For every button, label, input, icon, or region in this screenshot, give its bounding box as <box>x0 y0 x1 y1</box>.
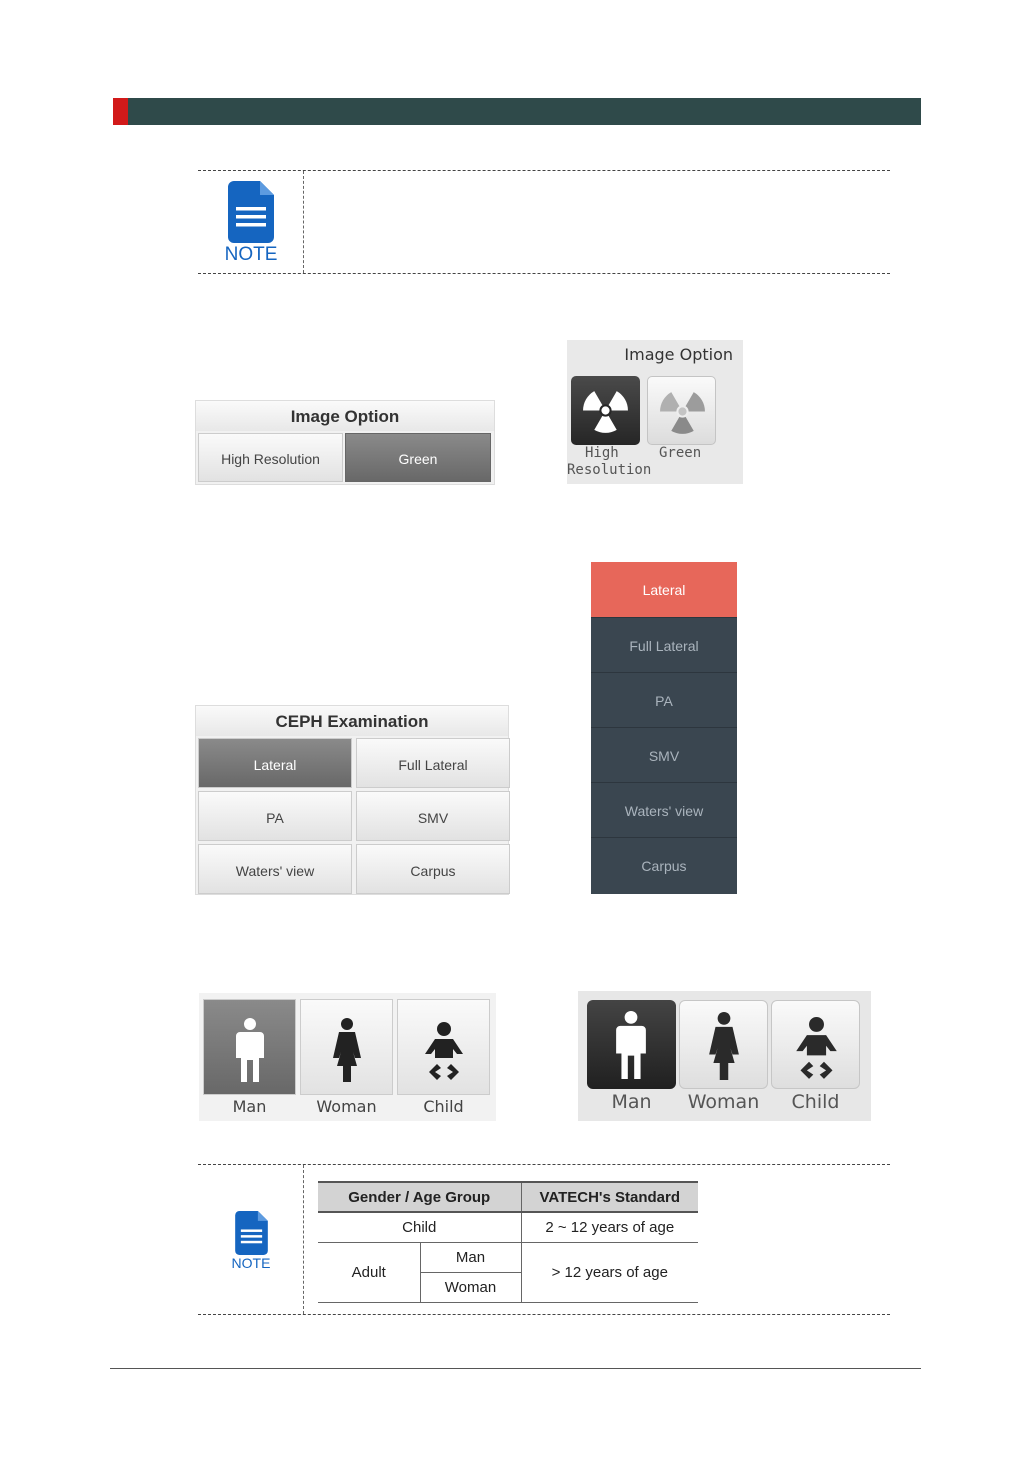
header-vatech-standard: VATECH's Standard <box>521 1182 698 1212</box>
document-icon <box>228 181 274 243</box>
note-box-top <box>198 170 890 274</box>
header-gender-age-group: Gender / Age Group <box>318 1182 521 1212</box>
panel-title: Image Option <box>196 401 494 431</box>
woman-icon <box>707 1011 741 1083</box>
cell-woman: Woman <box>420 1272 521 1302</box>
note-label: NOTE <box>224 244 278 265</box>
man-button[interactable] <box>203 999 296 1095</box>
green-button[interactable] <box>647 376 716 445</box>
header-accent <box>113 98 128 125</box>
ceph-examination-panel <box>195 705 509 895</box>
man-icon <box>614 1010 648 1082</box>
green-button[interactable]: Green <box>345 433 491 482</box>
pa-button[interactable]: PA <box>198 791 352 841</box>
list-item-smv[interactable]: SMV <box>591 727 737 782</box>
list-item-pa[interactable]: PA <box>591 672 737 727</box>
woman-button[interactable] <box>679 1000 768 1089</box>
note-divider <box>303 1165 304 1314</box>
man-icon <box>234 1018 266 1084</box>
document-icon <box>235 1211 268 1255</box>
panel-title: Image Option <box>624 345 733 364</box>
header-bar <box>113 98 921 125</box>
age-standard-table <box>318 1181 698 1303</box>
image-option-panel-icons <box>567 340 743 484</box>
cell-adult: Adult <box>318 1242 420 1302</box>
green-label: Green <box>659 445 702 461</box>
image-option-panel-flat <box>195 400 495 485</box>
gender-panel-flat <box>199 993 496 1121</box>
table-header-row <box>318 1182 698 1212</box>
man-label: Man <box>611 1091 652 1113</box>
child-button[interactable] <box>397 999 490 1095</box>
cell-child: Child <box>318 1212 521 1242</box>
cell-man: Man <box>420 1242 521 1272</box>
radiation-icon <box>581 386 630 435</box>
child-label: Child <box>423 1097 464 1116</box>
list-item-waters-view[interactable]: Waters' view <box>591 782 737 837</box>
gender-panel-icons <box>578 991 871 1121</box>
footer-line <box>110 1368 921 1369</box>
child-icon <box>423 1022 465 1082</box>
note-icon-group <box>212 181 290 266</box>
full-lateral-button[interactable]: Full Lateral <box>356 738 510 788</box>
panel-title: CEPH Examination <box>196 706 508 736</box>
lateral-button[interactable]: Lateral <box>198 738 352 788</box>
radiation-light-icon <box>658 387 707 436</box>
high-resolution-button[interactable] <box>571 376 640 445</box>
child-button[interactable] <box>771 1000 860 1089</box>
man-button[interactable] <box>587 1000 676 1089</box>
cell-child-standard: 2 ~ 12 years of age <box>521 1212 698 1242</box>
list-item-full-lateral[interactable]: Full Lateral <box>591 617 737 672</box>
cell-adult-standard: > 12 years of age <box>521 1242 698 1302</box>
waters-view-button[interactable]: Waters' view <box>198 844 352 894</box>
woman-icon <box>331 1018 363 1084</box>
carpus-button[interactable]: Carpus <box>356 844 510 894</box>
table-row <box>318 1212 698 1242</box>
note-icon-group <box>220 1211 282 1271</box>
note-divider <box>303 171 304 273</box>
list-item-lateral[interactable]: Lateral <box>591 562 737 617</box>
smv-button[interactable]: SMV <box>356 791 510 841</box>
child-icon <box>794 1017 839 1081</box>
woman-label: Woman <box>316 1097 377 1116</box>
list-item-carpus[interactable]: Carpus <box>591 837 737 892</box>
child-label: Child <box>791 1091 840 1113</box>
woman-label: Woman <box>687 1091 760 1113</box>
man-label: Man <box>232 1097 267 1116</box>
note-label: NOTE <box>231 1255 271 1271</box>
high-resolution-button[interactable]: High Resolution <box>198 433 343 482</box>
ceph-examination-list <box>591 562 737 894</box>
table-row <box>318 1242 698 1272</box>
woman-button[interactable] <box>300 999 393 1095</box>
high-resolution-label: High Resolution <box>567 445 652 478</box>
